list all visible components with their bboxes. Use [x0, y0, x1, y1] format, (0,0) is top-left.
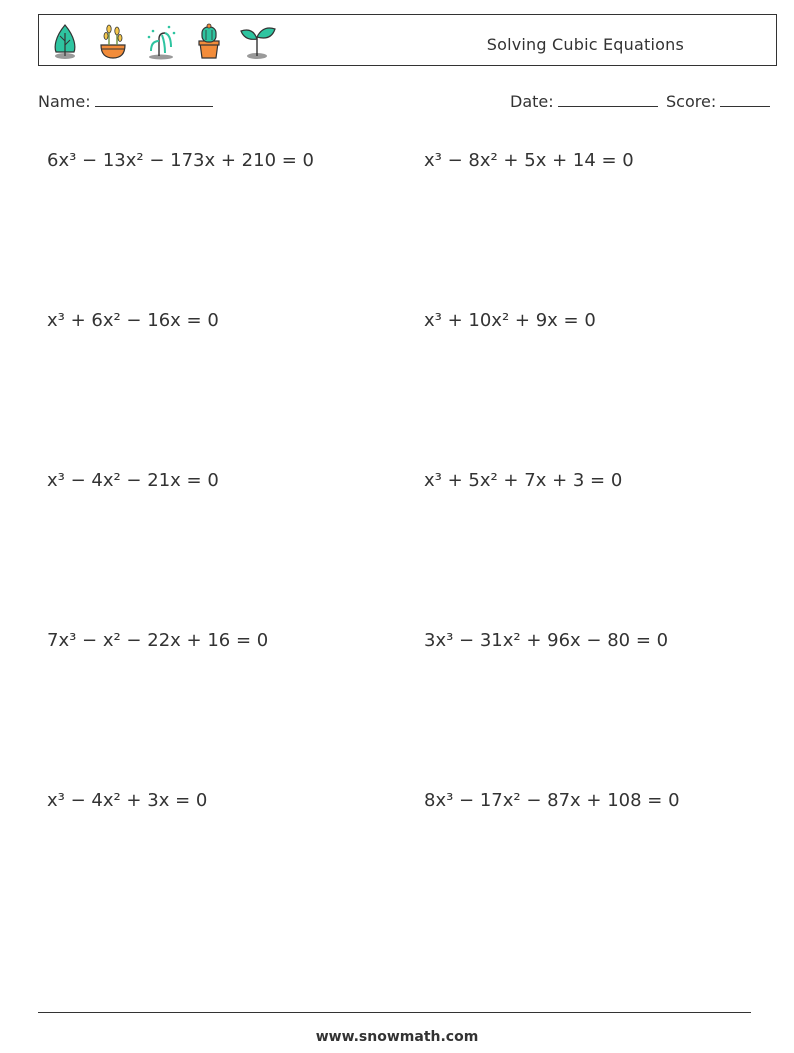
problem-9: x³ − 4x² + 3x = 0	[47, 790, 208, 811]
name-blank[interactable]	[95, 92, 213, 107]
date-field[interactable]	[510, 92, 658, 111]
problem-1: 6x³ − 13x² − 173x + 210 = 0	[47, 150, 315, 171]
potted-wheat-icon	[93, 21, 133, 61]
problem-2: x³ − 8x² + 5x + 14 = 0	[424, 150, 634, 171]
cactus-pot-icon	[189, 21, 229, 61]
footer-divider	[38, 1012, 751, 1013]
score-label: Score:	[666, 92, 717, 111]
score-field[interactable]	[666, 92, 770, 111]
worksheet-header	[38, 14, 777, 66]
problem-10: 8x³ − 17x² − 87x + 108 = 0	[424, 790, 680, 811]
problem-6: x³ + 5x² + 7x + 3 = 0	[424, 470, 623, 491]
tree-icon	[45, 21, 85, 61]
footer-site[interactable]: www.snowmath.com	[315, 1029, 479, 1045]
problem-5: x³ − 4x² − 21x = 0	[47, 470, 219, 491]
date-blank[interactable]	[558, 92, 658, 107]
date-label: Date:	[510, 92, 554, 111]
problem-4: x³ + 10x² + 9x = 0	[424, 310, 596, 331]
header-icons	[45, 21, 277, 61]
problem-8: 3x³ − 31x² + 96x − 80 = 0	[424, 630, 669, 651]
name-field[interactable]	[38, 92, 213, 111]
problem-7: 7x³ − x² − 22x + 16 = 0	[47, 630, 269, 651]
score-blank[interactable]	[720, 92, 770, 107]
sprout-icon	[237, 21, 277, 61]
name-label: Name:	[38, 92, 91, 111]
problem-3: x³ + 6x² − 16x = 0	[47, 310, 219, 331]
willow-icon	[141, 21, 181, 61]
worksheet-title: Solving Cubic Equations	[486, 35, 684, 54]
